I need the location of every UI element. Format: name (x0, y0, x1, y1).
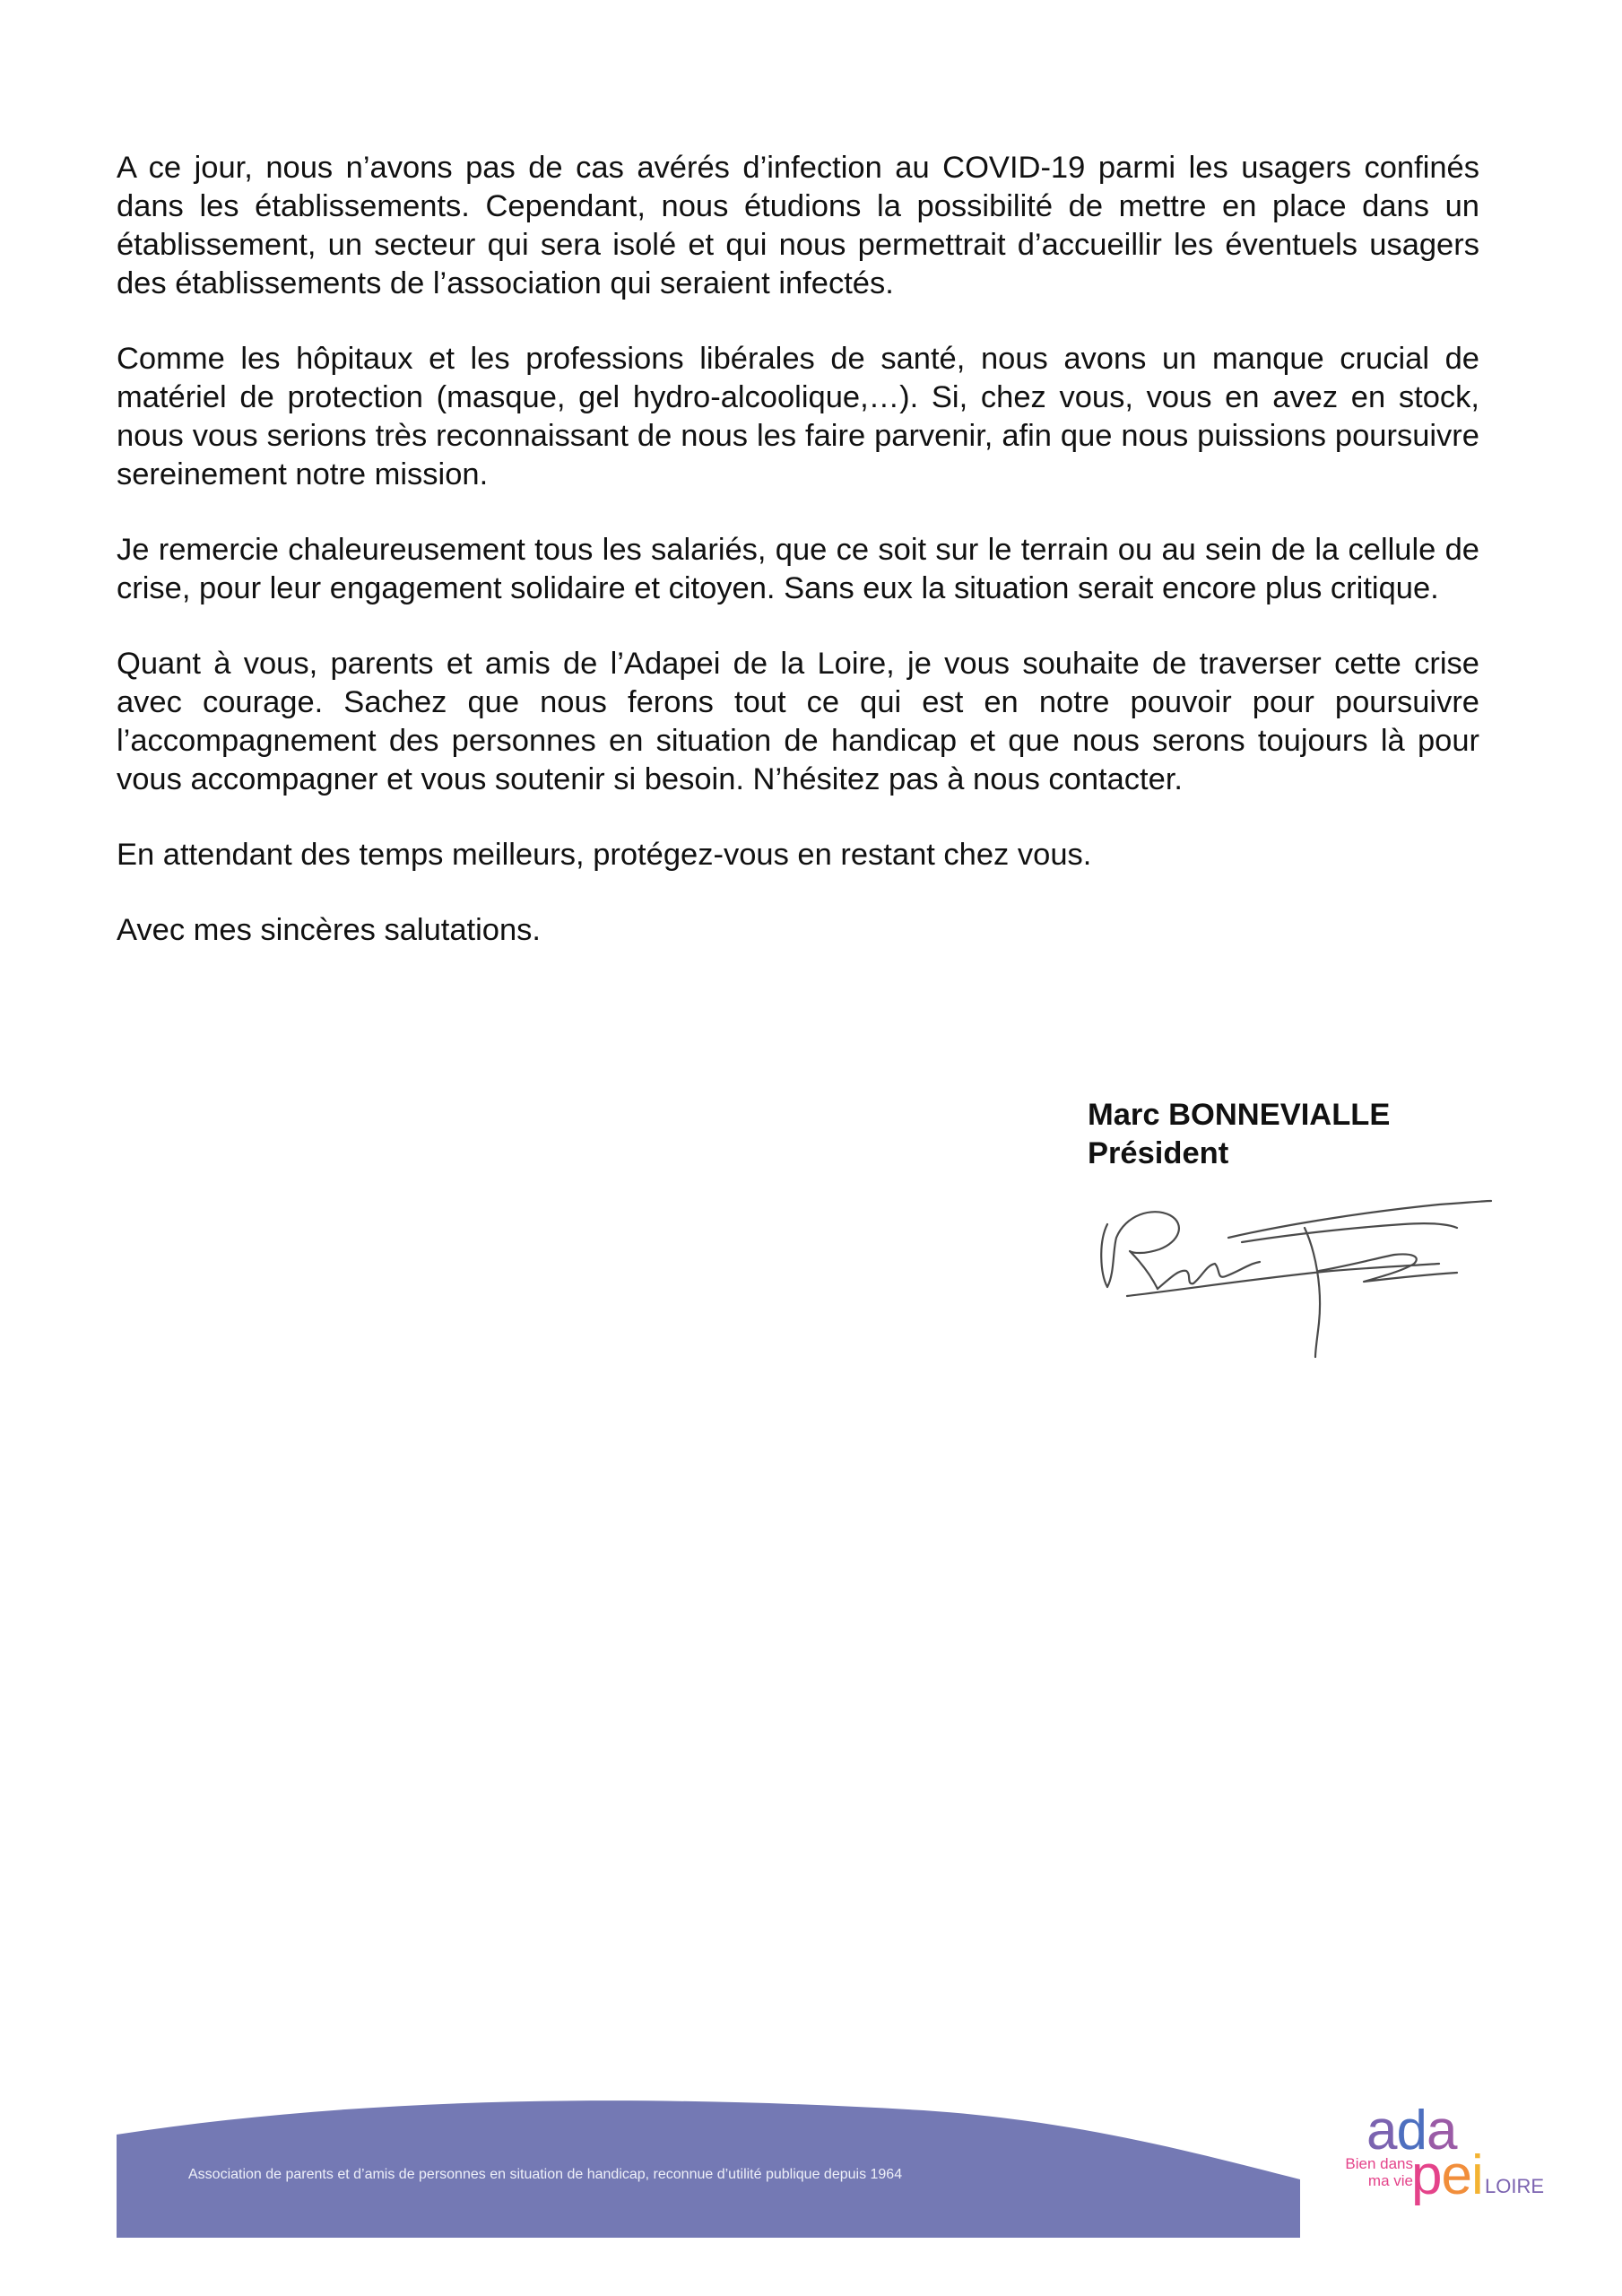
footer-association-text: Association de parents et d’amis de personnes en situation de handicap, reconnue d’utilité publique depuis 1964 (188, 2167, 903, 2182)
signatory-name: Marc BONNEVIALLE (1088, 1098, 1391, 1132)
paragraph-thanks-staff: Je remercie chaleureusement tous les salariés, que ce soit sur le terrain ou au sein de la cellule de crise, pour leur engagement solidaire et citoyen. Sans eux la situation serait encore plus critique. (117, 533, 1479, 605)
paragraph-protective-equipment: Comme les hôpitaux et les professions libérales de santé, nous avons un manque crucial de matériel de protection (masque, gel hydro-alcoolique,…). Si, chez vous, vous en avez en stock, nous vous serions très reconnaissant de nous les faire parvenir, afin que nous puissions poursuivre sereinement notre mission. (117, 342, 1479, 491)
paragraph-parents-friends: Quant à vous, parents et amis de l’Adapei de la Loire, je vous souhaite de traverser cette crise avec courage. Sachez que nous ferons tout ce qui est en notre pouvoir pour poursuivre l’accompagnement des personnes en situation de handicap et que nous serons toujours là pour vous accompagner et vous soutenir si besoin. N’hésitez pas à nous contacter. (117, 647, 1479, 796)
logo-tagline: Bien dans ma vie (1345, 2155, 1413, 2189)
adapei-loire-logo (1327, 2100, 1545, 2220)
handwritten-signature (1080, 1188, 1493, 1368)
logo-ada: ada (1366, 2100, 1457, 2161)
signatory-block (1088, 1096, 1390, 1173)
paragraph-stay-home: En attendant des temps meilleurs, protégez-vous en restant chez vous. (117, 838, 1092, 872)
signatory-title: Président (1088, 1136, 1229, 1170)
paragraph-covid-status: A ce jour, nous n’avons pas de cas avérés d’infection au COVID-19 parmi les usagers confinés dans les établissements. Cependant, nous étudions la possibilité de mettre en place dans un établissement, un secteur qui sera isolé et qui nous permettrait d’accueillir les éventuels usagers des établissements de l’association qui seraient infectés. (117, 151, 1479, 300)
paragraph-closing: Avec mes sincères salutations. (117, 913, 541, 947)
logo-region: LOIRE (1485, 2175, 1545, 2197)
footer-wave-band (117, 2094, 1300, 2238)
letter-body (117, 149, 1479, 950)
logo-pei: pei (1411, 2144, 1483, 2206)
